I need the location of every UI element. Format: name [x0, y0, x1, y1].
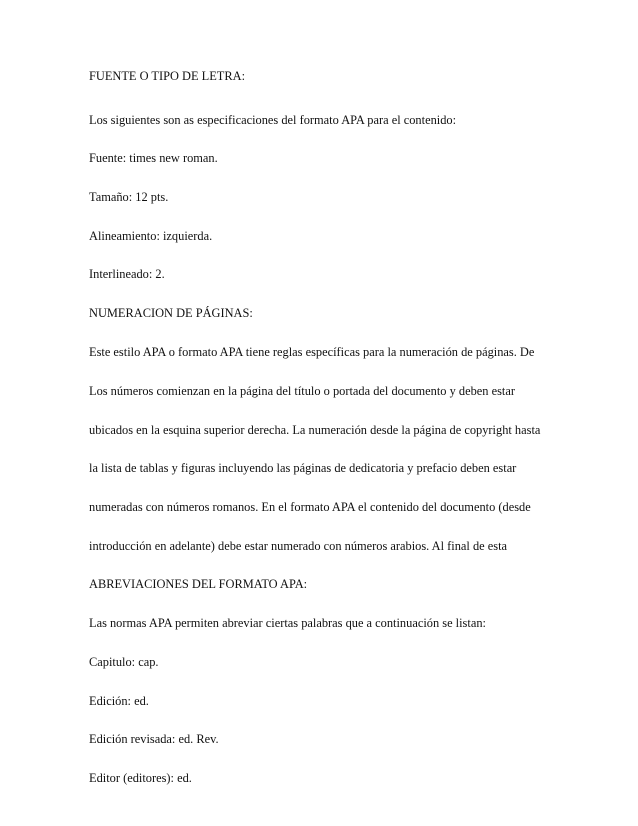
text-fuente-align: Alineamiento: izquierda.: [89, 229, 213, 243]
paragraph-numeracion-2-line-1: Los números comienzan en la página del título o portada del documento y deben estar: [89, 384, 515, 398]
heading-abreviaciones: ABREVIACIONES DEL FORMATO APA:: [89, 577, 308, 591]
text-abrev-edicion-revisada: Edición revisada: ed. Rev.: [89, 732, 219, 746]
text-abrev-edicion: Edición: ed.: [89, 694, 149, 708]
text-abrev-capitulo: Capitulo: cap.: [89, 655, 159, 669]
text-fuente-font: Fuente: times new roman.: [89, 151, 218, 165]
heading-fuente: FUENTE O TIPO DE LETRA:: [89, 69, 246, 83]
paragraph-numeracion-2-line-3: la lista de tablas y figuras incluyendo las páginas de dedicatoria y prefacio deben estar: [89, 461, 517, 475]
paragraph-numeracion-1: Este estilo APA o formato APA tiene reglas específicas para la numeración de páginas. De: [89, 345, 535, 359]
heading-numeracion: NUMERACION DE PÁGINAS:: [89, 306, 253, 320]
text-fuente-spacing: Interlineado: 2.: [89, 267, 165, 281]
paragraph-numeracion-2-line-2: ubicados en la esquina superior derecha. La numeración desde la página de copyright hasta: [89, 423, 541, 437]
paragraph-numeracion-2-line-4: numeradas con números romanos. En el formato APA el contenido del documento (desde: [89, 500, 531, 514]
text-fuente-size: Tamaño: 12 pts.: [89, 190, 169, 204]
paragraph-numeracion-2-line-5: introducción en adelante) debe estar numerado con números arabios. Al final de esta: [89, 539, 508, 553]
text-abrev-editor: Editor (editores): ed.: [89, 771, 192, 785]
paragraph-abreviaciones-intro: Las normas APA permiten abreviar ciertas palabras que a continuación se listan:: [89, 616, 486, 630]
paragraph-fuente-intro: Los siguientes son as especificaciones del formato APA para el contenido:: [89, 113, 457, 127]
